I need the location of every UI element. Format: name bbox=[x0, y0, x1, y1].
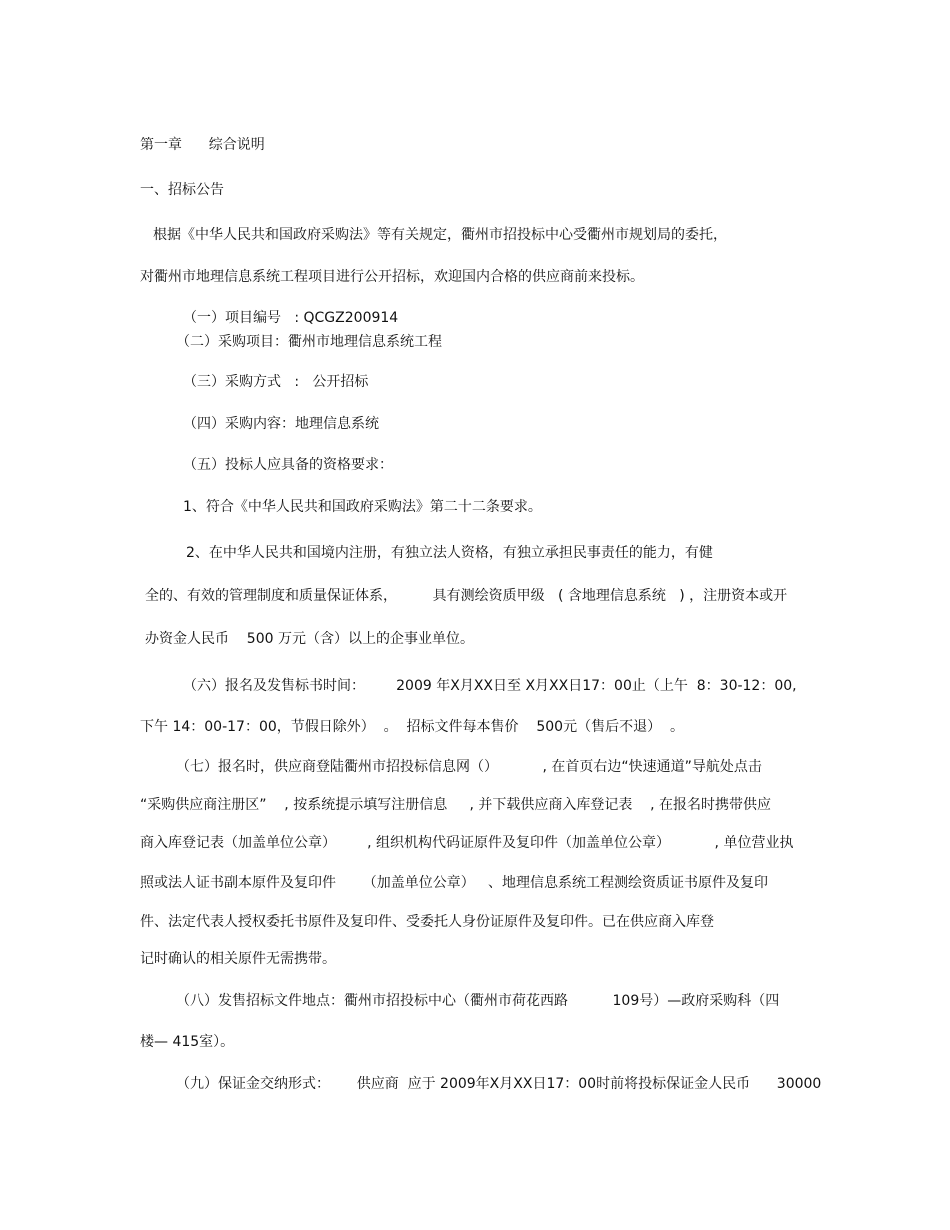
qualification-requirement-line: 办资金人民币 500 万元（含）以上的企事业单位。 bbox=[145, 631, 474, 647]
intro-paragraph-line: 根据《中华人民共和国政府采购法》等有关规定，衢州市招投标中心受衢州市规划局的委托， bbox=[153, 227, 727, 243]
intro-paragraph-line: 对衢州市地理信息系统工程项目进行公开招标，欢迎国内合格的供应商前来投标。 bbox=[140, 269, 644, 285]
registration-time-line: 下午 14：00-17：00，节假日除外） 。 招标文件每本售价 500元（售后不退） 。 bbox=[140, 719, 684, 735]
registration-procedure-line: 件、法定代表人授权委托书原件及复印件、受委托人身份证原件及复印件。已在供应商入库登 bbox=[140, 914, 714, 930]
qualification-heading: （五）投标人应具备的资格要求： bbox=[183, 457, 393, 473]
registration-time: （六）报名及发售标书时间： 2009 年X月XX日至 X月XX日17：00止（上午 8：30-12：00, bbox=[183, 678, 797, 694]
qualification-requirement: 2、在中华人民共和国境内注册，有独立法人资格，有独立承担民事责任的能力，有健 bbox=[186, 545, 713, 561]
registration-procedure-line: 商入库登记表（加盖单位公章） , 组织机构代码证原件及复印件（加盖单位公章） , 单位营业执 bbox=[140, 835, 794, 851]
deposit-payment: （九）保证金交纳形式： 供应商 应于 2009年X月XX日17：00时前将投标保证金人民币 30000 bbox=[176, 1076, 822, 1092]
registration-procedure: （七）报名时，供应商登陆衢州市招投标信息网（） , 在首页右边“快速通道”导航处点击 bbox=[176, 759, 762, 775]
document-sale-location: （八）发售招标文件地点：衢州市招投标中心（衢州市荷花西路 109号）—政府采购科（四 bbox=[176, 993, 780, 1009]
procurement-content: （四）采购内容：地理信息系统 bbox=[183, 416, 379, 432]
qualification-requirement: 1、符合《中华人民共和国政府采购法》第二十二条要求。 bbox=[183, 499, 542, 515]
section-heading: 一、招标公告 bbox=[140, 182, 224, 198]
procurement-project: （二）采购项目：衢州市地理信息系统工程 bbox=[176, 334, 442, 350]
registration-procedure-line: “采购供应商注册区” , 按系统提示填写注册信息 , 并下载供应商入库登记表 , 在报名时携带供应 bbox=[140, 797, 772, 813]
registration-procedure-line: 记时确认的相关原件无需携带。 bbox=[140, 951, 336, 967]
procurement-method: （三）采购方式 : 公开招标 bbox=[183, 374, 369, 390]
chapter-heading: 第一章 综合说明 bbox=[140, 137, 265, 153]
document-sale-location-line: 楼— 415室）。 bbox=[140, 1034, 235, 1050]
project-number: （一）项目编号 : QCGZ200914 bbox=[183, 310, 399, 326]
registration-procedure-line: 照或法人证书副本原件及复印件 （加盖单位公章） 、地理信息系统工程测绘资质证书原件及复印 bbox=[140, 875, 769, 891]
qualification-requirement-line: 全的、有效的管理制度和质量保证体系， 具有测绘资质甲级 ( 含地理信息系统 ) ，注册资本或开 bbox=[145, 588, 788, 604]
